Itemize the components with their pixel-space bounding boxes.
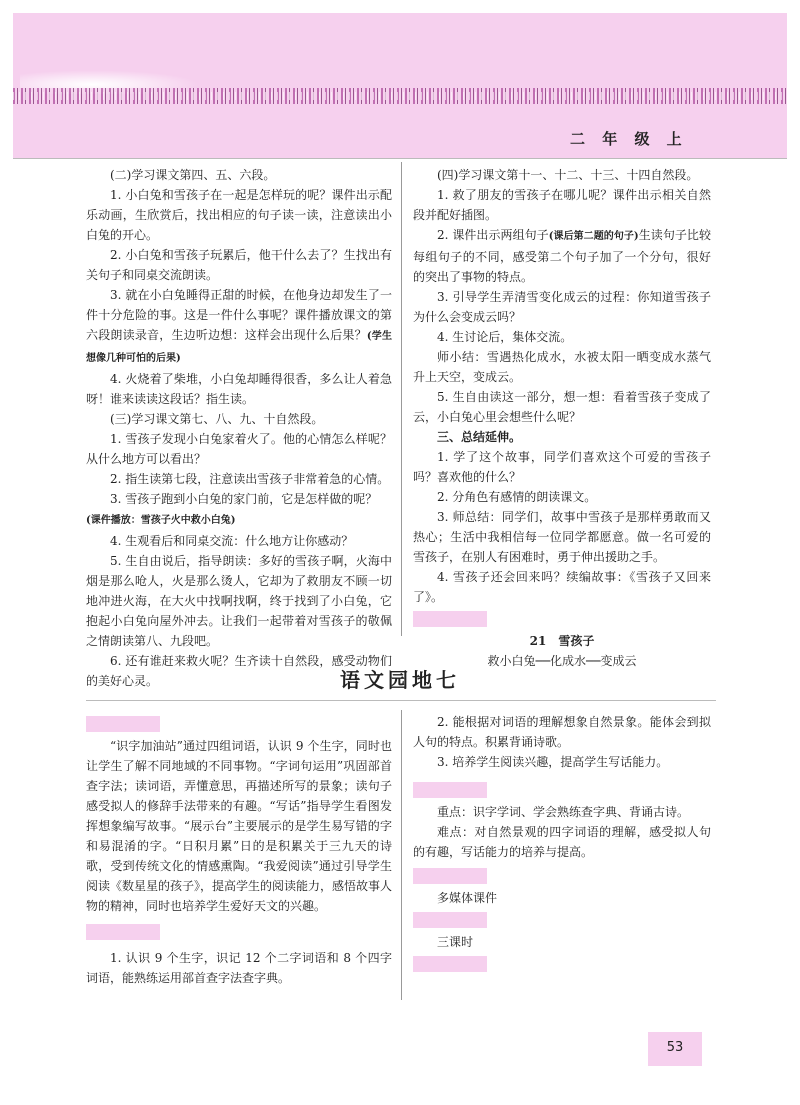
paragraph bbox=[413, 225, 711, 287]
left-top-column bbox=[86, 165, 392, 691]
paragraph: 4. 雪孩子还会回来吗？续编故事：《雪孩子又回来了》。 bbox=[413, 570, 711, 604]
subheading-text: 三、总结延伸。 bbox=[437, 430, 522, 444]
pink-label-tag bbox=[413, 868, 487, 884]
paragraph: 1. 救了朋友的雪孩子在哪儿呢？课件出示相关自然段并配好插图。 bbox=[413, 188, 711, 222]
pink-label-tag bbox=[413, 611, 487, 627]
paragraph: 2. 能根据对词语的理解想象自然景象。能体会到拟人句的特点。积累背诵诗歌。 bbox=[413, 715, 711, 749]
paragraph: 2. 分角色有感情的朗读课文。 bbox=[437, 490, 597, 504]
paragraph: 3. 雪孩子跑到小白兔的家门前，它是怎样做的呢？ bbox=[110, 492, 378, 506]
header-noise-strip-highlight bbox=[13, 92, 787, 100]
paragraph: 多媒体课件 bbox=[437, 891, 498, 905]
paragraph: (二)学习课文第四、五、六段。 bbox=[110, 168, 276, 182]
paragraph: 3. 引导学生弄清雪变化成云的过程：你知道雪孩子为什么会变成云吗？ bbox=[413, 290, 711, 324]
paragraph-main: 2. 课件出示两组句子 bbox=[437, 228, 549, 242]
paragraph: 5. 生自由读这一部分，想一想：看着雪孩子变成了云，小白兔心里会想些什么呢？ bbox=[413, 390, 711, 424]
pink-label-tag bbox=[413, 956, 487, 972]
paragraph: 三课时 bbox=[437, 935, 474, 949]
pink-label-tag bbox=[86, 716, 160, 732]
paragraph: 1. 认识 9 个生字，识记 12 个二字词语和 8 个四字词语，能熟练运用部首查字法查字典。 bbox=[86, 951, 392, 985]
paragraph: 2. 小白兔和雪孩子玩累后，他干什么去了？生找出有关句子和同桌交流朗读。 bbox=[86, 248, 392, 282]
page-number: 53 bbox=[666, 1040, 684, 1055]
paragraph bbox=[86, 285, 392, 369]
pink-label-tag bbox=[413, 782, 487, 798]
paragraph: 师小结：雪遇热化成水，水被太阳一晒变成水蒸气升上天空，变成云。 bbox=[413, 350, 711, 384]
pink-label-tag bbox=[413, 912, 487, 928]
paragraph-main: 3. 就在小白兔睡得正甜的时候，在他身边却发生了一件十分危险的事。这是一件什么事呢？课件播放课文的第六段朗读录音，生边听边想：这样会出现什么后果？ bbox=[86, 288, 392, 342]
paragraph: 4. 生讨论后，集体交流。 bbox=[437, 330, 573, 344]
paragraph: (三)学习课文第七、八、九、十自然段。 bbox=[110, 412, 324, 426]
paragraph: 6. 还有谁赶来救火呢？生齐读十自然段，感受动物们的美好心灵。 bbox=[86, 654, 392, 688]
paragraph: 5. 生自由说后，指导朗读：多好的雪孩子啊，火海中烟是那么呛人，火是那么烫人，它却为了救朋友不顾一切地冲进火海，在大火中找啊找啊，终于找到了小白兔，它抱起小白兔向屋外冲去。让我们一起带着对雪孩子的敬佩之情朗读第八、九段吧。 bbox=[86, 554, 392, 648]
paragraph: (四)学习课文第十一、十二、十三、十四自然段。 bbox=[437, 168, 699, 182]
paragraph: 重点：识字学词、学会熟练查字典、背诵古诗。 bbox=[437, 805, 690, 819]
paragraph: 1. 小白兔和雪孩子在一起是怎样玩的呢？课件出示配乐动画，生欣赏后，找出相应的句子读一读，注意读出小白兔的开心。 bbox=[86, 188, 392, 242]
right-top-column bbox=[413, 165, 711, 671]
header-divider bbox=[13, 158, 787, 159]
title-divider bbox=[86, 700, 716, 701]
paragraph: “识字加油站”通过四组词语，认识 9 个生字，同时也让学生了解不同地域的不同事物。“字词句运用”巩固部首查字法；读词语，弄懂意思，再描述所写的景象；读句子感受拟人的修辞手法带来的有趣。“写话”指导学生看图发挥想象编写故事。“展示台”主要展示的是学生易写错的字和易混淆的字。“日积月累”日的是积累关于三九天的诗歌，受到传统文化的情感熏陶。“我爱阅读”通过引导学生阅读《数星星的孩子》，提高学生的阅读能力，感悟故事人物的精神，同时也培养学生爱好天文的兴趣。 bbox=[86, 739, 393, 913]
board-title bbox=[413, 631, 711, 651]
paragraph: 1. 学了这个故事，同学们喜欢这个可爱的雪孩子吗？喜欢他的什么？ bbox=[413, 450, 711, 484]
left-bottom-column bbox=[86, 712, 392, 988]
paragraph: 4. 火烧着了柴堆，小白兔却睡得很香，多么让人着急呀！谁来读读这段话？指生读。 bbox=[86, 372, 392, 406]
paragraph-note bbox=[86, 509, 392, 531]
pink-label-tag bbox=[86, 924, 160, 940]
board-line: 救小白兔──化成水──变成云 bbox=[487, 654, 637, 668]
paragraph: 3. 师总结：同学们，故事中雪孩子是那样勇敢而又热心；生活中我相信每一位同学都愿意。做一名可爱的雪孩子，在别人有困难时，勇于伸出援助之手。 bbox=[413, 510, 711, 564]
grade-label: 二 年 级 上 bbox=[570, 130, 688, 148]
paragraph: 2. 指生读第七段，注意读出雪孩子非常着急的心情。 bbox=[110, 472, 390, 486]
column-divider bbox=[401, 162, 402, 636]
board-title-text: 21 雪孩子 bbox=[529, 634, 595, 648]
paragraph: 1. 雪孩子发现小白兔家着火了。他的心情怎么样呢？从什么地方可以看出？ bbox=[86, 432, 392, 466]
paragraph: 难点：对自然景观的四字词语的理解，感受拟人句的有趣，写话能力的培养与提高。 bbox=[413, 825, 711, 859]
note-text: (课件播放：雪孩子火中救小白兔) bbox=[86, 515, 236, 526]
paragraph-note: (课后第二题的句子) bbox=[548, 231, 639, 242]
paragraph: 3. 培养学生阅读兴趣，提高学生写话能力。 bbox=[437, 755, 669, 769]
paragraph-note: (学生想像几种可怕的后果) bbox=[86, 331, 392, 364]
paragraph: 4. 生观看后和同桌交流：什么地方让你感动？ bbox=[110, 534, 354, 548]
section-title: 语文园地七 bbox=[340, 668, 460, 692]
column-divider bbox=[401, 710, 402, 1000]
subheading bbox=[413, 427, 711, 447]
right-bottom-column bbox=[413, 712, 711, 976]
paragraph-main: 生读句子比较每组句子的不同，感受第二个句子加了一个分句，很好的突出了事物的特点。 bbox=[413, 228, 711, 284]
